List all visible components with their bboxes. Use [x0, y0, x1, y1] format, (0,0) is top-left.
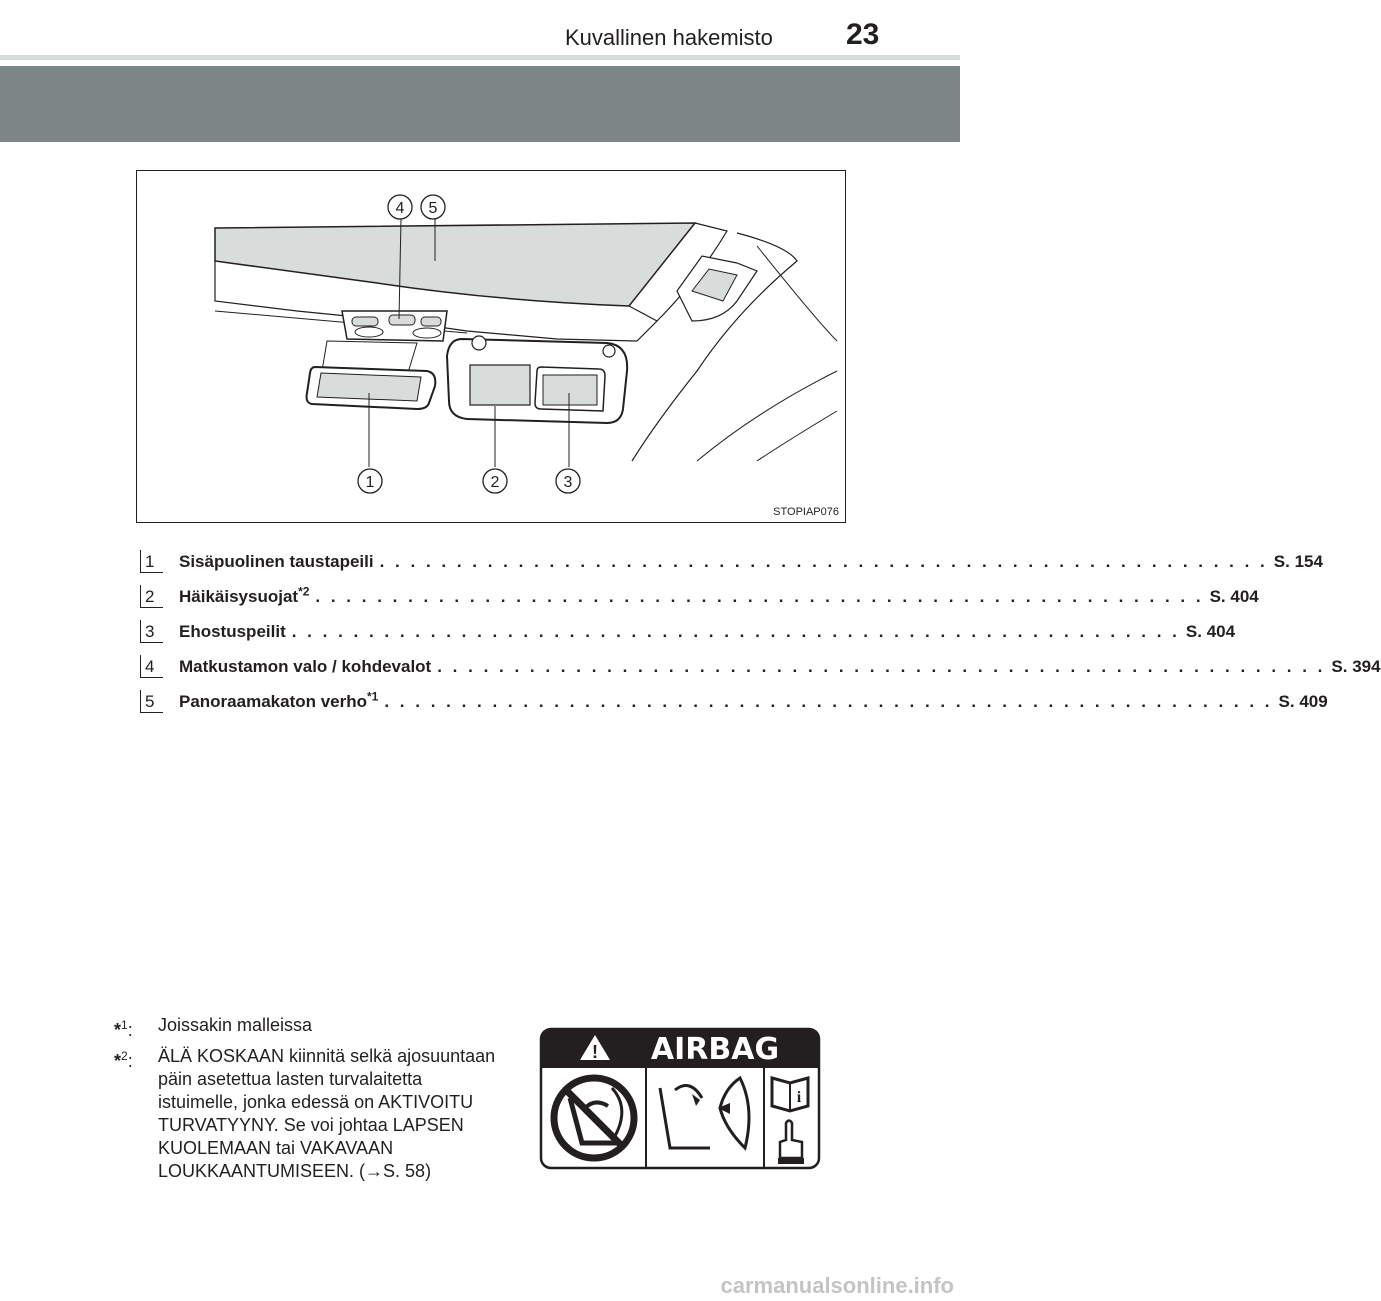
info-letter: i	[796, 1089, 802, 1106]
item-number-box	[140, 550, 164, 574]
item-label	[179, 688, 379, 712]
footnote-asterisk: *	[114, 1020, 122, 1040]
prohibited-child-seat-icon	[554, 1078, 634, 1158]
item-number-box	[140, 585, 164, 609]
item-label-text: Ehostuspeilit	[179, 621, 286, 641]
list-item	[140, 544, 1323, 579]
callout-1-label: 1	[365, 474, 375, 491]
list-item	[140, 579, 1259, 614]
item-number: 3	[145, 621, 155, 641]
callout-3	[556, 469, 580, 493]
list-item	[140, 614, 1236, 649]
figure-code: STOPIAP076	[773, 506, 839, 518]
item-label	[179, 622, 286, 642]
footnote-marker: *$^2$:	[114, 1049, 133, 1071]
item-label	[179, 552, 374, 572]
item-label-text: Panoraamakaton verho	[179, 691, 368, 711]
item-number: 4	[145, 656, 155, 676]
manual-book-icon	[772, 1078, 808, 1111]
footnote-ref: *1	[367, 688, 379, 703]
page-reference[interactable]: S. 409	[1278, 691, 1328, 711]
item-label	[179, 657, 431, 677]
callout-2	[483, 469, 507, 493]
list-item	[140, 684, 1328, 719]
dot-leader: . . . . . . . . . . . . . . . . . . . . . . . . . . . . . . . . . . . . . . . . . . . . . . . . . . . . . . . . . .	[315, 586, 1204, 606]
item-label	[179, 583, 310, 607]
callout-5-label: 5	[428, 200, 438, 217]
page-reference[interactable]: S. 394	[1331, 656, 1381, 676]
callout-3-label: 3	[563, 474, 573, 491]
footnote-text: Joissakin malleissa	[158, 1015, 313, 1035]
footnote-asterisk: *	[114, 1051, 122, 1071]
footnote-number: 2	[121, 1049, 128, 1063]
callout-1	[358, 469, 382, 493]
item-number-box	[140, 620, 164, 644]
item-label-text: Sisäpuolinen taustapeili	[179, 551, 374, 571]
dot-leader: . . . . . . . . . . . . . . . . . . . . . . . . . . . . . . . . . . . . . . . . . . . . . . . . . . . . . . . . . .	[291, 621, 1180, 641]
callout-5	[421, 195, 445, 219]
footnote-ref: *2	[298, 583, 310, 598]
watermark: carmanualsonline.info	[720, 1273, 954, 1298]
page-reference[interactable]: S. 404	[1185, 621, 1236, 641]
component-list	[140, 544, 1381, 719]
dot-leader: . . . . . . . . . . . . . . . . . . . . . . . . . . . . . . . . . . . . . . . . . . . . . . . . . . . . . . . . . .	[379, 551, 1268, 571]
airbag-warning-label	[540, 1028, 820, 1169]
list-item	[140, 649, 1381, 684]
airbag-title: AIRBAG	[650, 1032, 780, 1067]
page-number: 23	[846, 18, 880, 51]
page-reference[interactable]: S. 154	[1273, 551, 1323, 571]
item-number: 1	[145, 551, 155, 571]
page-reference[interactable]: S. 404	[1209, 586, 1259, 606]
item-number-box	[140, 690, 164, 714]
header-rule	[0, 55, 960, 60]
item-number: 2	[145, 586, 155, 606]
footnote-text: ÄLÄ KOSKAAN kiinnitä selkä ajosuuntaan päin asetettua lasten turvalaitetta istuimelle, jonka edessä on AKTIVOITU TURVATYYNY. Se voi johtaa LAPSEN KUOLEMAAN tai VAKAVAAN LOUKKAANTUMISEEN. (→S. 58)	[158, 1046, 496, 1181]
dot-leader: . . . . . . . . . . . . . . . . . . . . . . . . . . . . . . . . . . . . . . . . . . . . . . . . . . . . . . . . . .	[384, 691, 1273, 711]
dot-leader: . . . . . . . . . . . . . . . . . . . . . . . . . . . . . . . . . . . . . . . . . . . . . . . . . . . . . . . . . .	[437, 656, 1326, 676]
callout-4	[388, 195, 412, 219]
interior-drawing	[137, 171, 847, 524]
footnote-number: 1	[121, 1018, 128, 1032]
footnote-marker: *$^1$:	[114, 1018, 133, 1040]
callout-4-label: 4	[395, 200, 405, 217]
callout-2-label: 2	[490, 474, 500, 491]
item-number: 5	[145, 691, 155, 711]
interior-illustration	[136, 170, 846, 523]
header-band	[0, 66, 960, 142]
item-label-text: Häikäisysuojat	[179, 586, 299, 606]
item-number-box	[140, 655, 164, 679]
section-title: Kuvallinen hakemisto	[565, 25, 773, 50]
item-label-text: Matkustamon valo / kohdevalot	[179, 656, 432, 676]
airbag-label-graphic	[540, 1028, 820, 1169]
warning-symbol: !	[592, 1042, 598, 1062]
